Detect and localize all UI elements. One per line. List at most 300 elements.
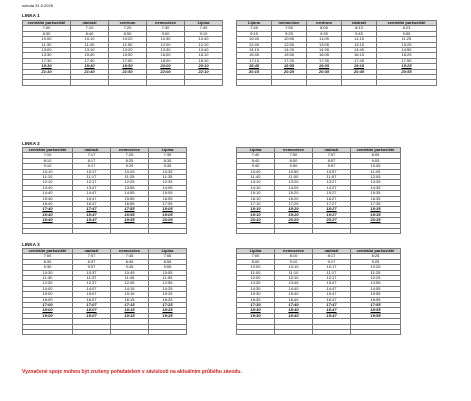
departure-time: 8:35 <box>149 158 187 163</box>
date-label: sobota 31.5.2025 <box>22 3 53 8</box>
line-2-title: LINKA 2 <box>22 141 40 146</box>
departure-time: 19:40 <box>23 218 73 223</box>
departure-time: 16:30 <box>237 297 275 302</box>
departure-time: 15:55 <box>351 292 401 297</box>
departure-time: 15:10 <box>237 191 275 196</box>
departure-time: 10:05 <box>351 164 401 169</box>
empty-cell <box>351 330 401 335</box>
stop-header: centrální parkoviště <box>23 21 71 26</box>
departure-time: 12:10 <box>185 42 223 47</box>
departure-time: 8:30 <box>23 259 73 264</box>
departure-time: 11:37 <box>73 276 111 281</box>
departure-time: 18:55 <box>351 308 401 313</box>
empty-row <box>23 330 187 335</box>
departure-time: 10:37 <box>73 270 111 275</box>
departure-time: 8:45 <box>111 259 149 264</box>
departure-time: 16:47 <box>73 202 111 207</box>
empty-cell <box>237 330 275 335</box>
departure-time: 14:55 <box>377 48 437 53</box>
departure-time: 8:23 <box>377 26 437 31</box>
departure-time: 17:05 <box>149 202 187 207</box>
departure-time: 14:15 <box>111 286 149 291</box>
departure-time: 12:55 <box>149 281 187 286</box>
departure-time: 7:30 <box>147 26 185 31</box>
departure-time: 12:00 <box>147 42 185 47</box>
stop-header: nádraží <box>73 148 111 153</box>
departure-time: 9:45 <box>111 265 149 270</box>
departure-time: 18:45 <box>237 64 272 69</box>
departure-time: 14:15 <box>237 48 272 53</box>
departure-time: 8:10 <box>23 158 73 163</box>
departure-time: 10:25 <box>111 169 149 174</box>
departure-time: 9:10 <box>185 31 223 36</box>
departure-time: 17:55 <box>351 303 401 308</box>
departure-time: 10:20 <box>109 37 147 42</box>
departure-time: 12:45 <box>237 42 272 47</box>
departure-time: 17:45 <box>342 58 377 63</box>
departure-time: 14:20 <box>275 185 313 190</box>
departure-time: 10:40 <box>185 37 223 42</box>
departure-time: 18:30 <box>237 308 275 313</box>
empty-row <box>237 330 401 335</box>
stop-header: nemocnice <box>111 249 149 254</box>
departure-time: 17:55 <box>377 58 437 63</box>
departure-time: 15:07 <box>73 292 111 297</box>
stop-header: nemocnice <box>147 21 185 26</box>
departure-time: 14:07 <box>73 286 111 291</box>
departure-time: 15:15 <box>111 292 149 297</box>
departure-time: 7:00 <box>237 254 275 259</box>
departure-time: 19:20 <box>275 212 313 217</box>
departure-time: 19:27 <box>313 212 351 217</box>
departure-time: 9:55 <box>377 31 437 36</box>
departure-time: 13:27 <box>313 180 351 185</box>
line-2-return-table <box>236 147 401 234</box>
departure-time: 9:17 <box>313 259 351 264</box>
departure-time: 21:30 <box>23 69 71 74</box>
departure-time: 8:55 <box>149 259 187 264</box>
departure-time: 17:25 <box>149 303 187 308</box>
departure-time: 7:55 <box>272 26 307 31</box>
departure-time: 18:07 <box>73 308 111 313</box>
departure-time: 20:25 <box>272 69 307 74</box>
departure-time: 9:57 <box>313 164 351 169</box>
departure-time: 9:17 <box>73 164 111 169</box>
departure-time: 16:15 <box>342 53 377 58</box>
departure-time: 13:30 <box>147 48 185 53</box>
departure-time: 10:57 <box>313 169 351 174</box>
empty-cell <box>23 80 71 85</box>
departure-time: 15:30 <box>237 292 275 297</box>
empty-cell <box>313 229 351 234</box>
departure-time: 15:47 <box>73 196 111 201</box>
departure-time: 8:25 <box>351 254 401 259</box>
departure-time: 13:55 <box>111 185 149 190</box>
departure-time: 16:05 <box>307 53 342 58</box>
departure-time: 9:25 <box>272 31 307 36</box>
departure-time: 10:10 <box>71 37 109 42</box>
departure-time: 17:27 <box>313 202 351 207</box>
departure-time: 18:10 <box>237 207 275 212</box>
departure-time: 11:40 <box>71 42 109 47</box>
departure-time: 13:25 <box>377 42 437 47</box>
departure-time: 17:55 <box>111 207 149 212</box>
departure-time: 14:05 <box>149 185 187 190</box>
departure-time: 8:30 <box>23 31 71 36</box>
departure-time: 16:55 <box>351 297 401 302</box>
departure-time: 19:40 <box>71 64 109 69</box>
departure-time: 18:40 <box>23 212 73 217</box>
empty-cell <box>71 80 109 85</box>
departure-time: 11:15 <box>342 37 377 42</box>
departure-time: 16:10 <box>185 53 223 58</box>
departure-time: 11:10 <box>275 270 313 275</box>
departure-time: 20:20 <box>275 218 313 223</box>
departure-time: 13:10 <box>237 180 275 185</box>
departure-time: 17:40 <box>71 58 109 63</box>
empty-row <box>237 229 401 234</box>
departure-time: 9:50 <box>275 164 313 169</box>
departure-time: 9:10 <box>275 259 313 264</box>
departure-time: 8:05 <box>351 153 401 158</box>
departure-time: 16:00 <box>147 53 185 58</box>
departure-time: 18:40 <box>275 308 313 313</box>
departure-time: 18:27 <box>313 207 351 212</box>
departure-time: 12:17 <box>73 180 111 185</box>
departure-time: 12:30 <box>23 281 73 286</box>
stop-header: Lipina <box>237 249 275 254</box>
departure-time: 9:25 <box>111 164 149 169</box>
empty-cell <box>185 80 223 85</box>
stop-header: nemocnice <box>111 148 149 153</box>
departure-time: 10:00 <box>237 265 275 270</box>
departure-time: 11:57 <box>313 175 351 180</box>
empty-cell <box>237 80 272 85</box>
line-3-title: LINKA 3 <box>22 242 40 247</box>
departure-time: 9:55 <box>149 265 187 270</box>
stop-header: Lipina <box>237 148 275 153</box>
departure-time: 19:35 <box>351 212 401 217</box>
departure-time: 21:50 <box>109 69 147 74</box>
departure-time: 15:35 <box>351 191 401 196</box>
departure-time: 21:40 <box>71 69 109 74</box>
departure-time: 9:25 <box>351 259 401 264</box>
departure-time: 18:05 <box>149 207 187 212</box>
empty-cell <box>275 229 313 234</box>
departure-time: 16:55 <box>111 202 149 207</box>
departure-time: 8:50 <box>109 31 147 36</box>
departure-time: 19:40 <box>275 313 313 318</box>
line-1-title: LINKA 1 <box>22 13 40 18</box>
departure-time: 13:30 <box>23 53 71 58</box>
departure-time: 14:10 <box>237 185 275 190</box>
departure-time: 11:55 <box>149 276 187 281</box>
departure-time: 11:05 <box>351 169 401 174</box>
departure-time: 19:55 <box>111 218 149 223</box>
departure-time: 20:35 <box>307 69 342 74</box>
departure-time: 10:55 <box>149 270 187 275</box>
departure-time: 13:40 <box>185 48 223 53</box>
departure-time: 11:00 <box>237 270 275 275</box>
departure-time: 12:45 <box>111 281 149 286</box>
departure-time: 13:40 <box>275 281 313 286</box>
departure-time: 11:25 <box>351 270 401 275</box>
departure-time: 14:45 <box>342 48 377 53</box>
departure-time: 10:45 <box>237 37 272 42</box>
departure-time: 20:15 <box>237 69 272 74</box>
departure-time: 18:47 <box>73 212 111 217</box>
departure-time: 17:00 <box>23 303 73 308</box>
departure-time: 18:00 <box>147 58 185 63</box>
departure-time: 16:10 <box>237 196 275 201</box>
departure-time: 17:20 <box>275 202 313 207</box>
departure-time: 18:20 <box>275 207 313 212</box>
departure-time: 18:25 <box>149 308 187 313</box>
departure-time: 8:17 <box>313 254 351 259</box>
departure-time: 17:15 <box>111 303 149 308</box>
departure-time: 10:10 <box>23 169 73 174</box>
departure-time: 9:35 <box>307 31 342 36</box>
departure-time: 16:40 <box>23 202 73 207</box>
stop-header: centrální parkoviště <box>377 21 437 26</box>
empty-cell <box>149 229 187 234</box>
empty-cell <box>111 330 149 335</box>
departure-time: 7:10 <box>23 153 73 158</box>
departure-time: 14:25 <box>149 286 187 291</box>
departure-time: 9:00 <box>147 31 185 36</box>
departure-time: 19:55 <box>351 313 401 318</box>
departure-time: 22:10 <box>185 69 223 74</box>
departure-time: 13:00 <box>23 48 71 53</box>
stop-header: nádraží <box>342 21 377 26</box>
stop-header: Lipina <box>149 249 187 254</box>
stop-header: nádraží <box>71 21 109 26</box>
departure-time: 8:13 <box>342 26 377 31</box>
empty-cell <box>73 229 111 234</box>
departure-time: 14:00 <box>23 286 73 291</box>
departure-time: 14:35 <box>351 185 401 190</box>
departure-time: 16:40 <box>275 297 313 302</box>
stop-header: centrální parkoviště <box>23 249 73 254</box>
departure-time: 19:47 <box>313 313 351 318</box>
departure-time: 16:05 <box>149 196 187 201</box>
stop-header: Lipina <box>237 21 272 26</box>
departure-time: 7:07 <box>73 254 111 259</box>
departure-time: 7:10 <box>71 26 109 31</box>
departure-time: 8:05 <box>307 26 342 31</box>
departure-time: 10:40 <box>237 169 275 174</box>
departure-time: 18:15 <box>111 308 149 313</box>
departure-time: 8:10 <box>275 254 313 259</box>
departure-time: 11:05 <box>307 37 342 42</box>
departure-time: 17:35 <box>307 58 342 63</box>
line-3-outbound-table <box>22 248 187 335</box>
departure-time: 15:55 <box>272 53 307 58</box>
departure-time: 7:17 <box>73 153 111 158</box>
departure-time: 9:37 <box>73 265 111 270</box>
departure-time: 15:25 <box>149 292 187 297</box>
departure-time: 14:35 <box>307 48 342 53</box>
departure-time: 19:30 <box>23 64 71 69</box>
departure-time: 17:30 <box>237 303 275 308</box>
departure-time: 16:25 <box>377 53 437 58</box>
departure-time: 19:15 <box>342 64 377 69</box>
departure-time: 17:40 <box>275 303 313 308</box>
departure-time: 20:35 <box>351 218 401 223</box>
departure-time: 17:30 <box>23 58 71 63</box>
departure-time: 15:40 <box>71 53 109 58</box>
departure-time: 14:30 <box>237 286 275 291</box>
departure-time: 12:17 <box>313 276 351 281</box>
departure-time: 16:27 <box>313 196 351 201</box>
stop-header: nádraží <box>313 148 351 153</box>
departure-time: 7:55 <box>149 254 187 259</box>
departure-time: 13:20 <box>275 180 313 185</box>
departure-time: 15:45 <box>237 53 272 58</box>
departure-time: 15:47 <box>313 292 351 297</box>
departure-time: 8:57 <box>313 158 351 163</box>
departure-time: 9:15 <box>237 31 272 36</box>
departure-time: 17:50 <box>109 58 147 63</box>
departure-time: 19:07 <box>73 313 111 318</box>
departure-time: 9:35 <box>149 164 187 169</box>
stop-header: centrální parkoviště <box>351 148 401 153</box>
departure-time: 19:47 <box>73 218 111 223</box>
departure-time: 8:17 <box>73 158 111 163</box>
departure-time: 14:25 <box>272 48 307 53</box>
departure-time: 8:37 <box>73 259 111 264</box>
departure-time: 11:50 <box>109 42 147 47</box>
departure-time: 11:17 <box>73 175 111 180</box>
departure-time: 17:07 <box>73 303 111 308</box>
departure-time: 9:10 <box>23 164 73 169</box>
departure-time: 13:35 <box>351 180 401 185</box>
departure-time: 18:47 <box>313 308 351 313</box>
departure-time: 18:55 <box>272 64 307 69</box>
departure-time: 16:47 <box>313 297 351 302</box>
departure-time: 14:27 <box>313 185 351 190</box>
departure-time: 12:37 <box>73 281 111 286</box>
departure-time: 11:25 <box>377 37 437 42</box>
departure-time: 15:40 <box>275 292 313 297</box>
departure-time: 17:35 <box>351 202 401 207</box>
departure-time: 19:25 <box>149 313 187 318</box>
empty-cell <box>23 229 73 234</box>
departure-time: 10:00 <box>23 37 71 42</box>
departure-time: 12:55 <box>272 42 307 47</box>
stop-header: nemocnice <box>272 21 307 26</box>
departure-time: 16:20 <box>275 196 313 201</box>
departure-time: 7:35 <box>149 153 187 158</box>
departure-time: 9:45 <box>342 31 377 36</box>
departure-time: 10:30 <box>23 270 73 275</box>
departure-time: 11:17 <box>313 270 351 275</box>
departure-time: 7:25 <box>111 153 149 158</box>
departure-time: 11:35 <box>149 175 187 180</box>
departure-time: 7:40 <box>185 26 223 31</box>
departure-time: 19:05 <box>149 212 187 217</box>
departure-time: 14:55 <box>111 191 149 196</box>
departure-time: 10:50 <box>275 169 313 174</box>
departure-time: 20:10 <box>185 64 223 69</box>
departure-time: 15:50 <box>109 53 147 58</box>
departure-time: 10:30 <box>147 37 185 42</box>
departure-time: 16:15 <box>111 297 149 302</box>
departure-time: 19:00 <box>23 313 73 318</box>
departure-time: 16:07 <box>73 297 111 302</box>
departure-time: 12:00 <box>237 276 275 281</box>
departure-time: 10:25 <box>351 265 401 270</box>
stop-header: nemocnice <box>275 148 313 153</box>
departure-time: 7:57 <box>313 153 351 158</box>
departure-time: 15:00 <box>23 292 73 297</box>
departure-time: 12:25 <box>351 276 401 281</box>
line-1-return-table <box>236 20 437 86</box>
empty-cell <box>313 330 351 335</box>
departure-time: 19:30 <box>237 313 275 318</box>
departure-time: 7:50 <box>275 153 313 158</box>
departure-time: 14:40 <box>23 191 73 196</box>
departure-time: 8:25 <box>111 158 149 163</box>
empty-cell <box>307 80 342 85</box>
empty-cell <box>272 80 307 85</box>
departure-time: 17:47 <box>73 207 111 212</box>
line-3-return-table <box>236 248 401 335</box>
departure-time: 11:45 <box>111 276 149 281</box>
departure-time: 16:00 <box>23 297 73 302</box>
empty-cell <box>111 229 149 234</box>
departure-time: 7:45 <box>237 26 272 31</box>
departure-time: 20:05 <box>149 218 187 223</box>
empty-cell <box>342 80 377 85</box>
departure-time: 10:10 <box>275 265 313 270</box>
departure-time: 7:40 <box>237 153 275 158</box>
departure-time: 13:40 <box>23 185 73 190</box>
departure-time: 20:27 <box>313 218 351 223</box>
departure-time: 11:50 <box>275 175 313 180</box>
departure-time: 11:30 <box>23 276 73 281</box>
departure-time: 15:05 <box>149 191 187 196</box>
departure-time: 22:00 <box>147 69 185 74</box>
departure-time: 18:35 <box>351 207 401 212</box>
departure-time: 14:55 <box>351 286 401 291</box>
empty-cell <box>275 330 313 335</box>
empty-cell <box>377 80 437 85</box>
departure-time: 13:15 <box>342 42 377 47</box>
empty-cell <box>73 330 111 335</box>
departure-time: 17:47 <box>313 303 351 308</box>
departure-time: 13:30 <box>237 281 275 286</box>
departure-time: 14:40 <box>275 286 313 291</box>
departure-time: 15:20 <box>275 191 313 196</box>
empty-cell <box>351 229 401 234</box>
departure-time: 17:10 <box>237 202 275 207</box>
departure-time: 18:10 <box>185 58 223 63</box>
departure-time: 12:10 <box>275 276 313 281</box>
departure-time: 18:00 <box>23 308 73 313</box>
departure-time: 10:17 <box>313 265 351 270</box>
departure-time: 9:40 <box>237 164 275 169</box>
departure-time: 7:45 <box>111 254 149 259</box>
stop-header: centrum <box>307 21 342 26</box>
departure-time: 11:25 <box>111 175 149 180</box>
empty-cell <box>147 80 185 85</box>
departure-time: 13:47 <box>73 185 111 190</box>
departure-time: 9:30 <box>23 265 73 270</box>
departure-time: 13:20 <box>109 48 147 53</box>
departure-time: 7:00 <box>23 254 73 259</box>
departure-time: 10:35 <box>149 169 187 174</box>
